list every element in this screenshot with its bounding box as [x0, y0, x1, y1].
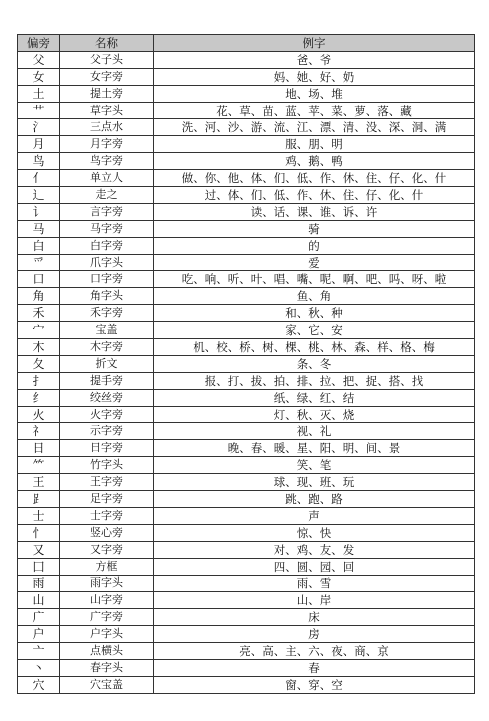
- name-cell: 穴宝盖: [60, 676, 154, 693]
- table-row: [18, 389, 475, 406]
- table-row: [18, 406, 475, 423]
- table-row: [18, 440, 475, 457]
- radical-cell: 户: [18, 626, 60, 643]
- examples-cell: 纸、绿、红、结: [154, 389, 475, 406]
- table-row: [18, 626, 475, 643]
- table-row: [18, 423, 475, 440]
- radical-cell: 广: [18, 609, 60, 626]
- table-row: [18, 659, 475, 676]
- examples-cell: 骑: [154, 220, 475, 237]
- table-row: [18, 609, 475, 626]
- examples-cell: 爱: [154, 254, 475, 271]
- examples-cell: 机、校、桥、树、棵、桃、林、森、样、格、梅: [154, 339, 475, 356]
- table-row: [18, 507, 475, 524]
- name-cell: 绞丝旁: [60, 389, 154, 406]
- radical-cell: ⺮: [18, 457, 60, 474]
- examples-cell: 灯、秋、灭、烧: [154, 406, 475, 423]
- name-cell: 火字旁: [60, 406, 154, 423]
- examples-cell: 雨、雪: [154, 575, 475, 592]
- examples-cell: 条、冬: [154, 355, 475, 372]
- radical-cell: 马: [18, 220, 60, 237]
- header-radical: 偏旁: [18, 35, 60, 52]
- table-row: [18, 271, 475, 288]
- name-cell: 走之: [60, 187, 154, 204]
- name-cell: 禾字旁: [60, 305, 154, 322]
- table-row: [18, 355, 475, 372]
- table-row: [18, 85, 475, 102]
- examples-cell: 服、朋、明: [154, 136, 475, 153]
- table-row: [18, 153, 475, 170]
- examples-cell: 吃、响、听、叶、唱、嘴、呢、啊、吧、吗、呀、啦: [154, 271, 475, 288]
- name-cell: 雨字头: [60, 575, 154, 592]
- radical-cell: 火: [18, 406, 60, 423]
- name-cell: 白字旁: [60, 237, 154, 254]
- table-row: [18, 322, 475, 339]
- radical-cell: 爫: [18, 254, 60, 271]
- examples-cell: 报、打、拔、拍、排、拉、把、捉、搭、找: [154, 372, 475, 389]
- name-cell: 单立人: [60, 170, 154, 187]
- examples-cell: 和、秋、种: [154, 305, 475, 322]
- name-cell: 宝盖: [60, 322, 154, 339]
- table-row: [18, 203, 475, 220]
- name-cell: 女字旁: [60, 68, 154, 85]
- name-cell: 提手旁: [60, 372, 154, 389]
- examples-cell: 视、礼: [154, 423, 475, 440]
- examples-cell: 对、鸡、友、发: [154, 541, 475, 558]
- table-row: [18, 119, 475, 136]
- table-row: [18, 592, 475, 609]
- examples-cell: 过、体、们、低、作、休、住、仔、化、什: [154, 187, 475, 204]
- examples-cell: 地、场、堆: [154, 85, 475, 102]
- name-cell: 爪字头: [60, 254, 154, 271]
- name-cell: 王字旁: [60, 474, 154, 491]
- radical-cell: 艹: [18, 102, 60, 119]
- name-cell: 木字旁: [60, 339, 154, 356]
- radical-cell: 氵: [18, 119, 60, 136]
- table-row: [18, 220, 475, 237]
- radical-cell: 王: [18, 474, 60, 491]
- radicals-table: [17, 34, 475, 694]
- radical-cell: 礻: [18, 423, 60, 440]
- table-row: [18, 541, 475, 558]
- examples-cell: 惊、快: [154, 524, 475, 541]
- radical-cell: 鸟: [18, 153, 60, 170]
- table-row: [18, 474, 475, 491]
- examples-cell: 妈、她、好、奶: [154, 68, 475, 85]
- name-cell: 山字旁: [60, 592, 154, 609]
- radical-cell: 木: [18, 339, 60, 356]
- radical-cell: 忄: [18, 524, 60, 541]
- examples-cell: 洗、河、沙、游、流、江、漂、清、没、深、洞、满: [154, 119, 475, 136]
- examples-cell: 山、岸: [154, 592, 475, 609]
- table-row: [18, 170, 475, 187]
- name-cell: 竹字头: [60, 457, 154, 474]
- examples-cell: 四、圆、园、回: [154, 558, 475, 575]
- table-row: [18, 491, 475, 508]
- radical-cell: 山: [18, 592, 60, 609]
- name-cell: 马字旁: [60, 220, 154, 237]
- name-cell: 士字旁: [60, 507, 154, 524]
- examples-cell: 房: [154, 626, 475, 643]
- examples-cell: 读、话、课、谁、诉、许: [154, 203, 475, 220]
- table-row: [18, 102, 475, 119]
- radical-cell: 禾: [18, 305, 60, 322]
- table-row: [18, 676, 475, 693]
- examples-cell: 鱼、角: [154, 288, 475, 305]
- examples-cell: 爸、爷: [154, 51, 475, 68]
- examples-cell: 鸡、鹅、鸭: [154, 153, 475, 170]
- examples-cell: 做、你、他、体、们、低、作、休、住、仔、化、什: [154, 170, 475, 187]
- table-row: [18, 372, 475, 389]
- examples-cell: 晚、春、暖、星、阳、明、间、景: [154, 440, 475, 457]
- examples-cell: 笑、笔: [154, 457, 475, 474]
- radical-cell: 纟: [18, 389, 60, 406]
- name-cell: 言字旁: [60, 203, 154, 220]
- name-cell: 广字旁: [60, 609, 154, 626]
- radical-cell: 穴: [18, 676, 60, 693]
- radical-cell: 雨: [18, 575, 60, 592]
- radical-cell: 土: [18, 85, 60, 102]
- name-cell: 折文: [60, 355, 154, 372]
- name-cell: 点横头: [60, 643, 154, 660]
- header-row: [18, 35, 475, 52]
- radical-cell: 月: [18, 136, 60, 153]
- examples-cell: 的: [154, 237, 475, 254]
- table-row: [18, 288, 475, 305]
- radical-cell: 女: [18, 68, 60, 85]
- examples-cell: 亮、高、主、六、夜、商、京: [154, 643, 475, 660]
- name-cell: 提土旁: [60, 85, 154, 102]
- radical-cell: 扌: [18, 372, 60, 389]
- name-cell: 方框: [60, 558, 154, 575]
- examples-cell: 春: [154, 659, 475, 676]
- name-cell: 月字旁: [60, 136, 154, 153]
- radical-cell: 又: [18, 541, 60, 558]
- radical-cell: 宀: [18, 322, 60, 339]
- name-cell: 父子头: [60, 51, 154, 68]
- name-cell: 草字头: [60, 102, 154, 119]
- examples-cell: 球、现、班、玩: [154, 474, 475, 491]
- table-row: [18, 254, 475, 271]
- table-row: [18, 136, 475, 153]
- name-cell: 三点水: [60, 119, 154, 136]
- name-cell: 春字头: [60, 659, 154, 676]
- header-examples: 例字: [154, 35, 475, 52]
- radical-cell: 白: [18, 237, 60, 254]
- radical-cell: ⻊: [18, 491, 60, 508]
- name-cell: 日字旁: [60, 440, 154, 457]
- table-row: [18, 524, 475, 541]
- name-cell: 户字头: [60, 626, 154, 643]
- table-row: [18, 643, 475, 660]
- radical-cell: 父: [18, 51, 60, 68]
- table-row: [18, 457, 475, 474]
- name-cell: 足字旁: [60, 491, 154, 508]
- name-cell: 又字旁: [60, 541, 154, 558]
- radical-cell: 夂: [18, 355, 60, 372]
- examples-cell: 床: [154, 609, 475, 626]
- name-cell: 竖心旁: [60, 524, 154, 541]
- examples-cell: 声: [154, 507, 475, 524]
- table-row: [18, 51, 475, 68]
- name-cell: 鸟字旁: [60, 153, 154, 170]
- radical-cell: 囗: [18, 558, 60, 575]
- name-cell: 口字旁: [60, 271, 154, 288]
- radical-cell: 日: [18, 440, 60, 457]
- examples-cell: 跳、跑、路: [154, 491, 475, 508]
- table-row: [18, 68, 475, 85]
- radical-cell: 角: [18, 288, 60, 305]
- radical-cell: 辶: [18, 187, 60, 204]
- examples-cell: 家、它、安: [154, 322, 475, 339]
- name-cell: 角字头: [60, 288, 154, 305]
- radical-cell: 丶: [18, 659, 60, 676]
- examples-cell: 花、草、苗、蓝、苹、菜、萝、落、藏: [154, 102, 475, 119]
- radical-cell: 口: [18, 271, 60, 288]
- radical-cell: 讠: [18, 203, 60, 220]
- table-row: [18, 237, 475, 254]
- radical-cell: 士: [18, 507, 60, 524]
- table-row: [18, 305, 475, 322]
- examples-cell: 窗、穿、空: [154, 676, 475, 693]
- radical-cell: 亻: [18, 170, 60, 187]
- radical-cell: 亠: [18, 643, 60, 660]
- table-row: [18, 558, 475, 575]
- table-row: [18, 339, 475, 356]
- table-row: [18, 187, 475, 204]
- table-row: [18, 575, 475, 592]
- name-cell: 示字旁: [60, 423, 154, 440]
- header-name: 名称: [60, 35, 154, 52]
